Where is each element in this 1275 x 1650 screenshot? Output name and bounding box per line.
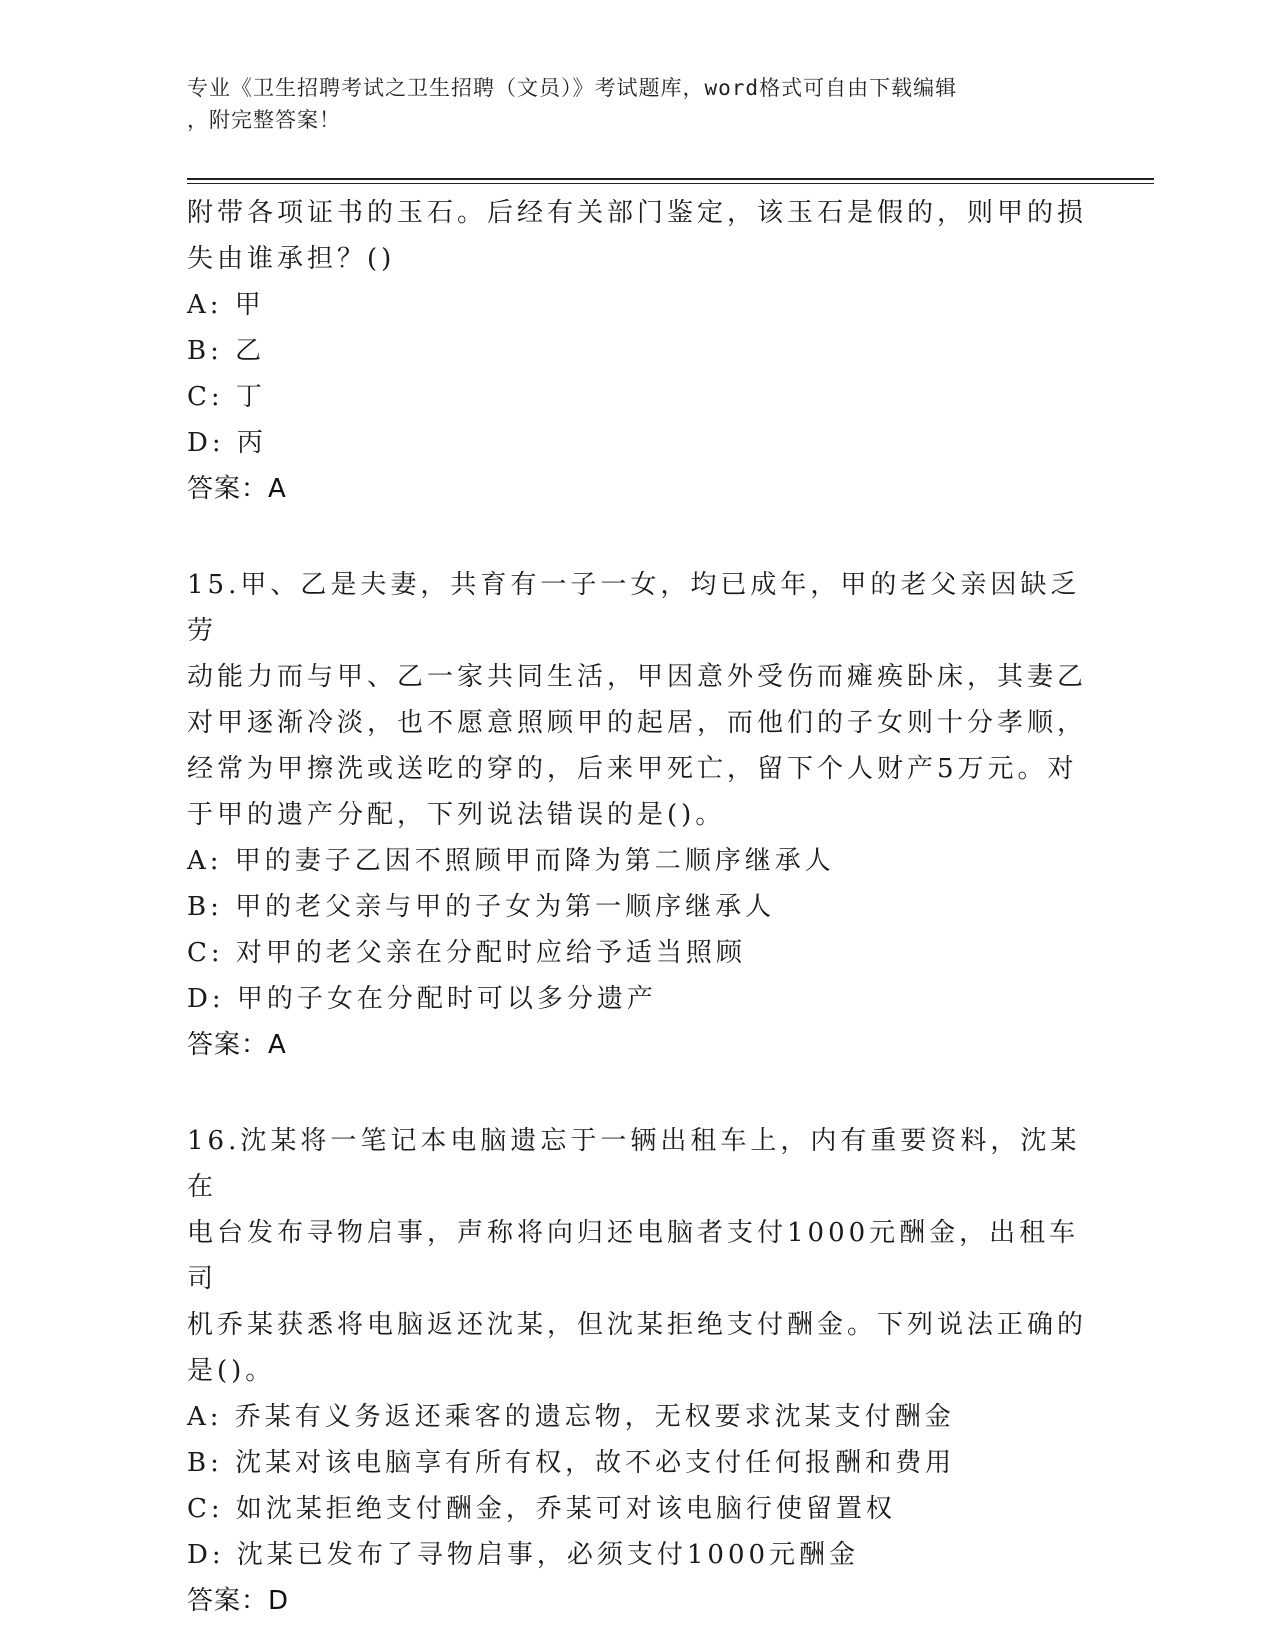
option-c: C: 丁 (187, 382, 266, 412)
option-a: A: 甲 (187, 290, 265, 320)
question-text-line: 电台发布寻物启事，声称将向归还电脑者支付1000元酬金，出租车司 (187, 1218, 1080, 1294)
option-c: C: 如沈某拒绝支付酬金，乔某可对该电脑行使留置权 (187, 1494, 896, 1524)
option-d: D: 甲的子女在分配时可以多分遗产 (187, 984, 657, 1014)
option-b: B: 甲的老父亲与甲的子女为第一顺序继承人 (187, 892, 776, 922)
answer-line: 答案：D (187, 1586, 290, 1616)
question-text-line: 经常为甲擦洗或送吃的穿的，后来甲死亡，留下个人财产5万元。对 (187, 754, 1078, 784)
question-text-line: 16.沈某将一笔记本电脑遗忘于一辆出租车上，内有重要资料，沈某在 (187, 1126, 1081, 1202)
option-a: A: 甲的妻子乙因不照顾甲而降为第二顺序继承人 (187, 846, 835, 876)
header-line-2: ，附完整答案！ (187, 108, 341, 132)
option-a: A: 乔某有义务返还乘客的遗忘物，无权要求沈某支付酬金 (187, 1402, 955, 1432)
answer-line: 答案：A (187, 474, 287, 504)
option-b: B: 沈某对该电脑享有所有权，故不必支付任何报酬和费用 (187, 1448, 956, 1478)
header-divider-thin (187, 183, 1154, 184)
question-text-line: 附带各项证书的玉石。后经有关部门鉴定，该玉石是假的，则甲的损 (187, 198, 1088, 228)
question-text-line: 15.甲、乙是夫妻，共育有一子一女，均已成年，甲的老父亲因缺乏劳 (187, 570, 1081, 646)
question-text-line: 是()。 (187, 1356, 276, 1386)
document-header (187, 72, 1087, 136)
header-divider-thick (187, 178, 1154, 180)
option-d: D: 丙 (187, 428, 267, 458)
option-b: B: 乙 (187, 336, 266, 366)
header-line-1: 专业《卫生招聘考试之卫生招聘（文员）》考试题库，word格式可自由下载编辑 (187, 76, 958, 100)
option-c: C: 对甲的老父亲在分配时应给予适当照顾 (187, 938, 746, 968)
document-body (187, 190, 1087, 1624)
question-text-line: 机乔某获悉将电脑返还沈某，但沈某拒绝支付酬金。下列说法正确的 (187, 1310, 1088, 1340)
question-text-line: 动能力而与甲、乙一家共同生活，甲因意外受伤而瘫痪卧床，其妻乙 (187, 662, 1088, 692)
question-16 (187, 1118, 1087, 1624)
question-14 (187, 190, 1087, 512)
question-text-line: 于甲的遗产分配，下列说法错误的是()。 (187, 800, 726, 830)
question-text-line: 对甲逐渐冷淡，也不愿意照顾甲的起居，而他们的子女则十分孝顺， (187, 708, 1088, 738)
answer-line: 答案：A (187, 1030, 287, 1060)
question-15 (187, 562, 1087, 1068)
question-text-line: 失由谁承担？() (187, 244, 396, 274)
option-d: D: 沈某已发布了寻物启事，必须支付1000元酬金 (187, 1540, 860, 1570)
